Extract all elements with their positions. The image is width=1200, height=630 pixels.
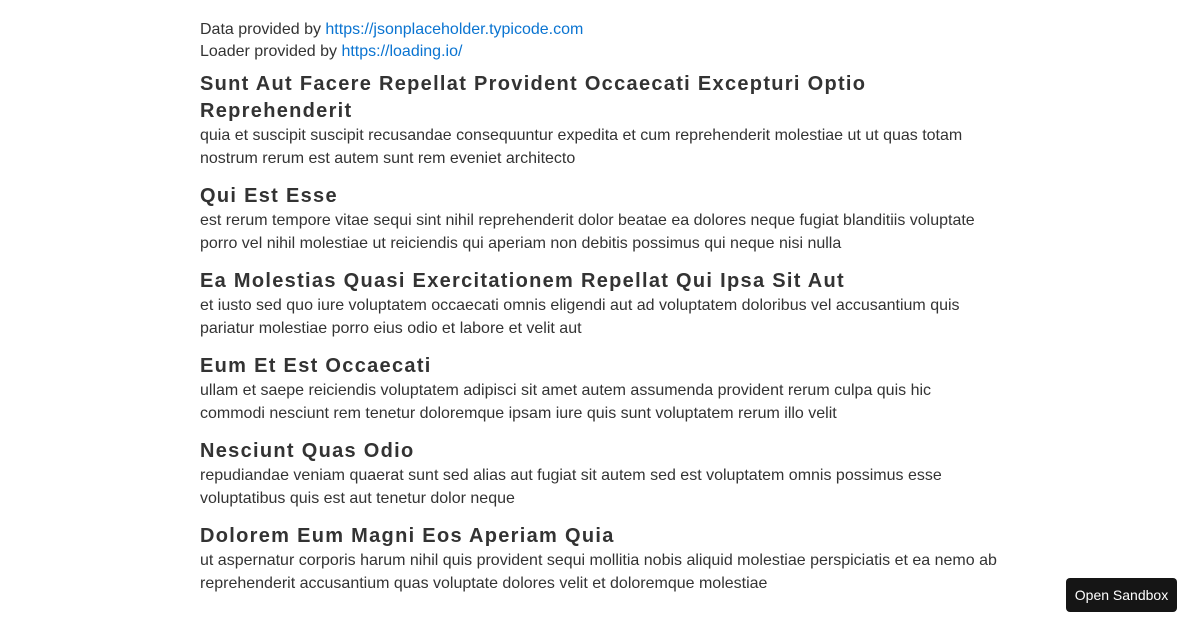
post-title: Qui Est Esse [200,185,338,207]
post-title: Ea Molestias Quasi Exercitationem Repellat Qui Ipsa Sit Aut [200,270,846,292]
data-source-link[interactable]: https://jsonplaceholder.typicode.com [325,21,584,38]
loader-source-link[interactable]: https://loading.io/ [341,43,463,60]
open-sandbox-button[interactable]: Open Sandbox [1066,578,1177,612]
post-title: Eum Et Est Occaecati [200,355,432,377]
post-body: est rerum tempore vitae sequi sint nihil reprehenderit dolor beatae ea dolores neque fugiat blanditiis voluptate porro vel nihil molestiae ut reiciendis qui aperiam non debitis possimus qui neque nisi nulla [200,212,975,252]
post-body: repudiandae veniam quaerat sunt sed alias aut fugiat sit autem sed est voluptatem omnis possimus esse voluptatibus quis est aut tenetur dolor neque [200,467,942,507]
post-title: Sunt Aut Facere Repellat Provident Occaecati Excepturi Optio Reprehenderit [200,73,867,122]
data-credit [200,19,1000,41]
data-credit-label: Data provided by [200,21,326,38]
post-item [200,183,1000,255]
post-item [200,268,1000,340]
post-item [200,438,1000,510]
post-body: quia et suscipit suscipit recusandae consequuntur expedita et cum reprehenderit molestiae ut ut quas totam nostrum rerum est autem sunt rem eveniet architecto [200,127,963,167]
post-item [200,523,1000,595]
post-list [200,71,1000,595]
post-item [200,353,1000,425]
loader-credit [200,41,1000,63]
post-title: Nesciunt Quas Odio [200,440,415,462]
main-content [200,19,1000,608]
post-body: ut aspernatur corporis harum nihil quis provident sequi mollitia nobis aliquid molestiae perspiciatis et ea nemo ab reprehenderit accusantium quas voluptate dolores velit et doloremque molestiae [200,552,997,592]
post-item [200,71,1000,170]
post-body: et iusto sed quo iure voluptatem occaecati omnis eligendi aut ad voluptatem doloribus vel accusantium quis pariatur molestiae porro eius odio et labore et velit aut [200,297,960,337]
loader-credit-label: Loader provided by [200,43,342,60]
post-title: Dolorem Eum Magni Eos Aperiam Quia [200,525,615,547]
post-body: ullam et saepe reiciendis voluptatem adipisci sit amet autem assumenda provident rerum culpa quis hic commodi nesciunt rem tenetur doloremque ipsam iure quis sunt voluptatem rerum illo velit [200,382,932,422]
